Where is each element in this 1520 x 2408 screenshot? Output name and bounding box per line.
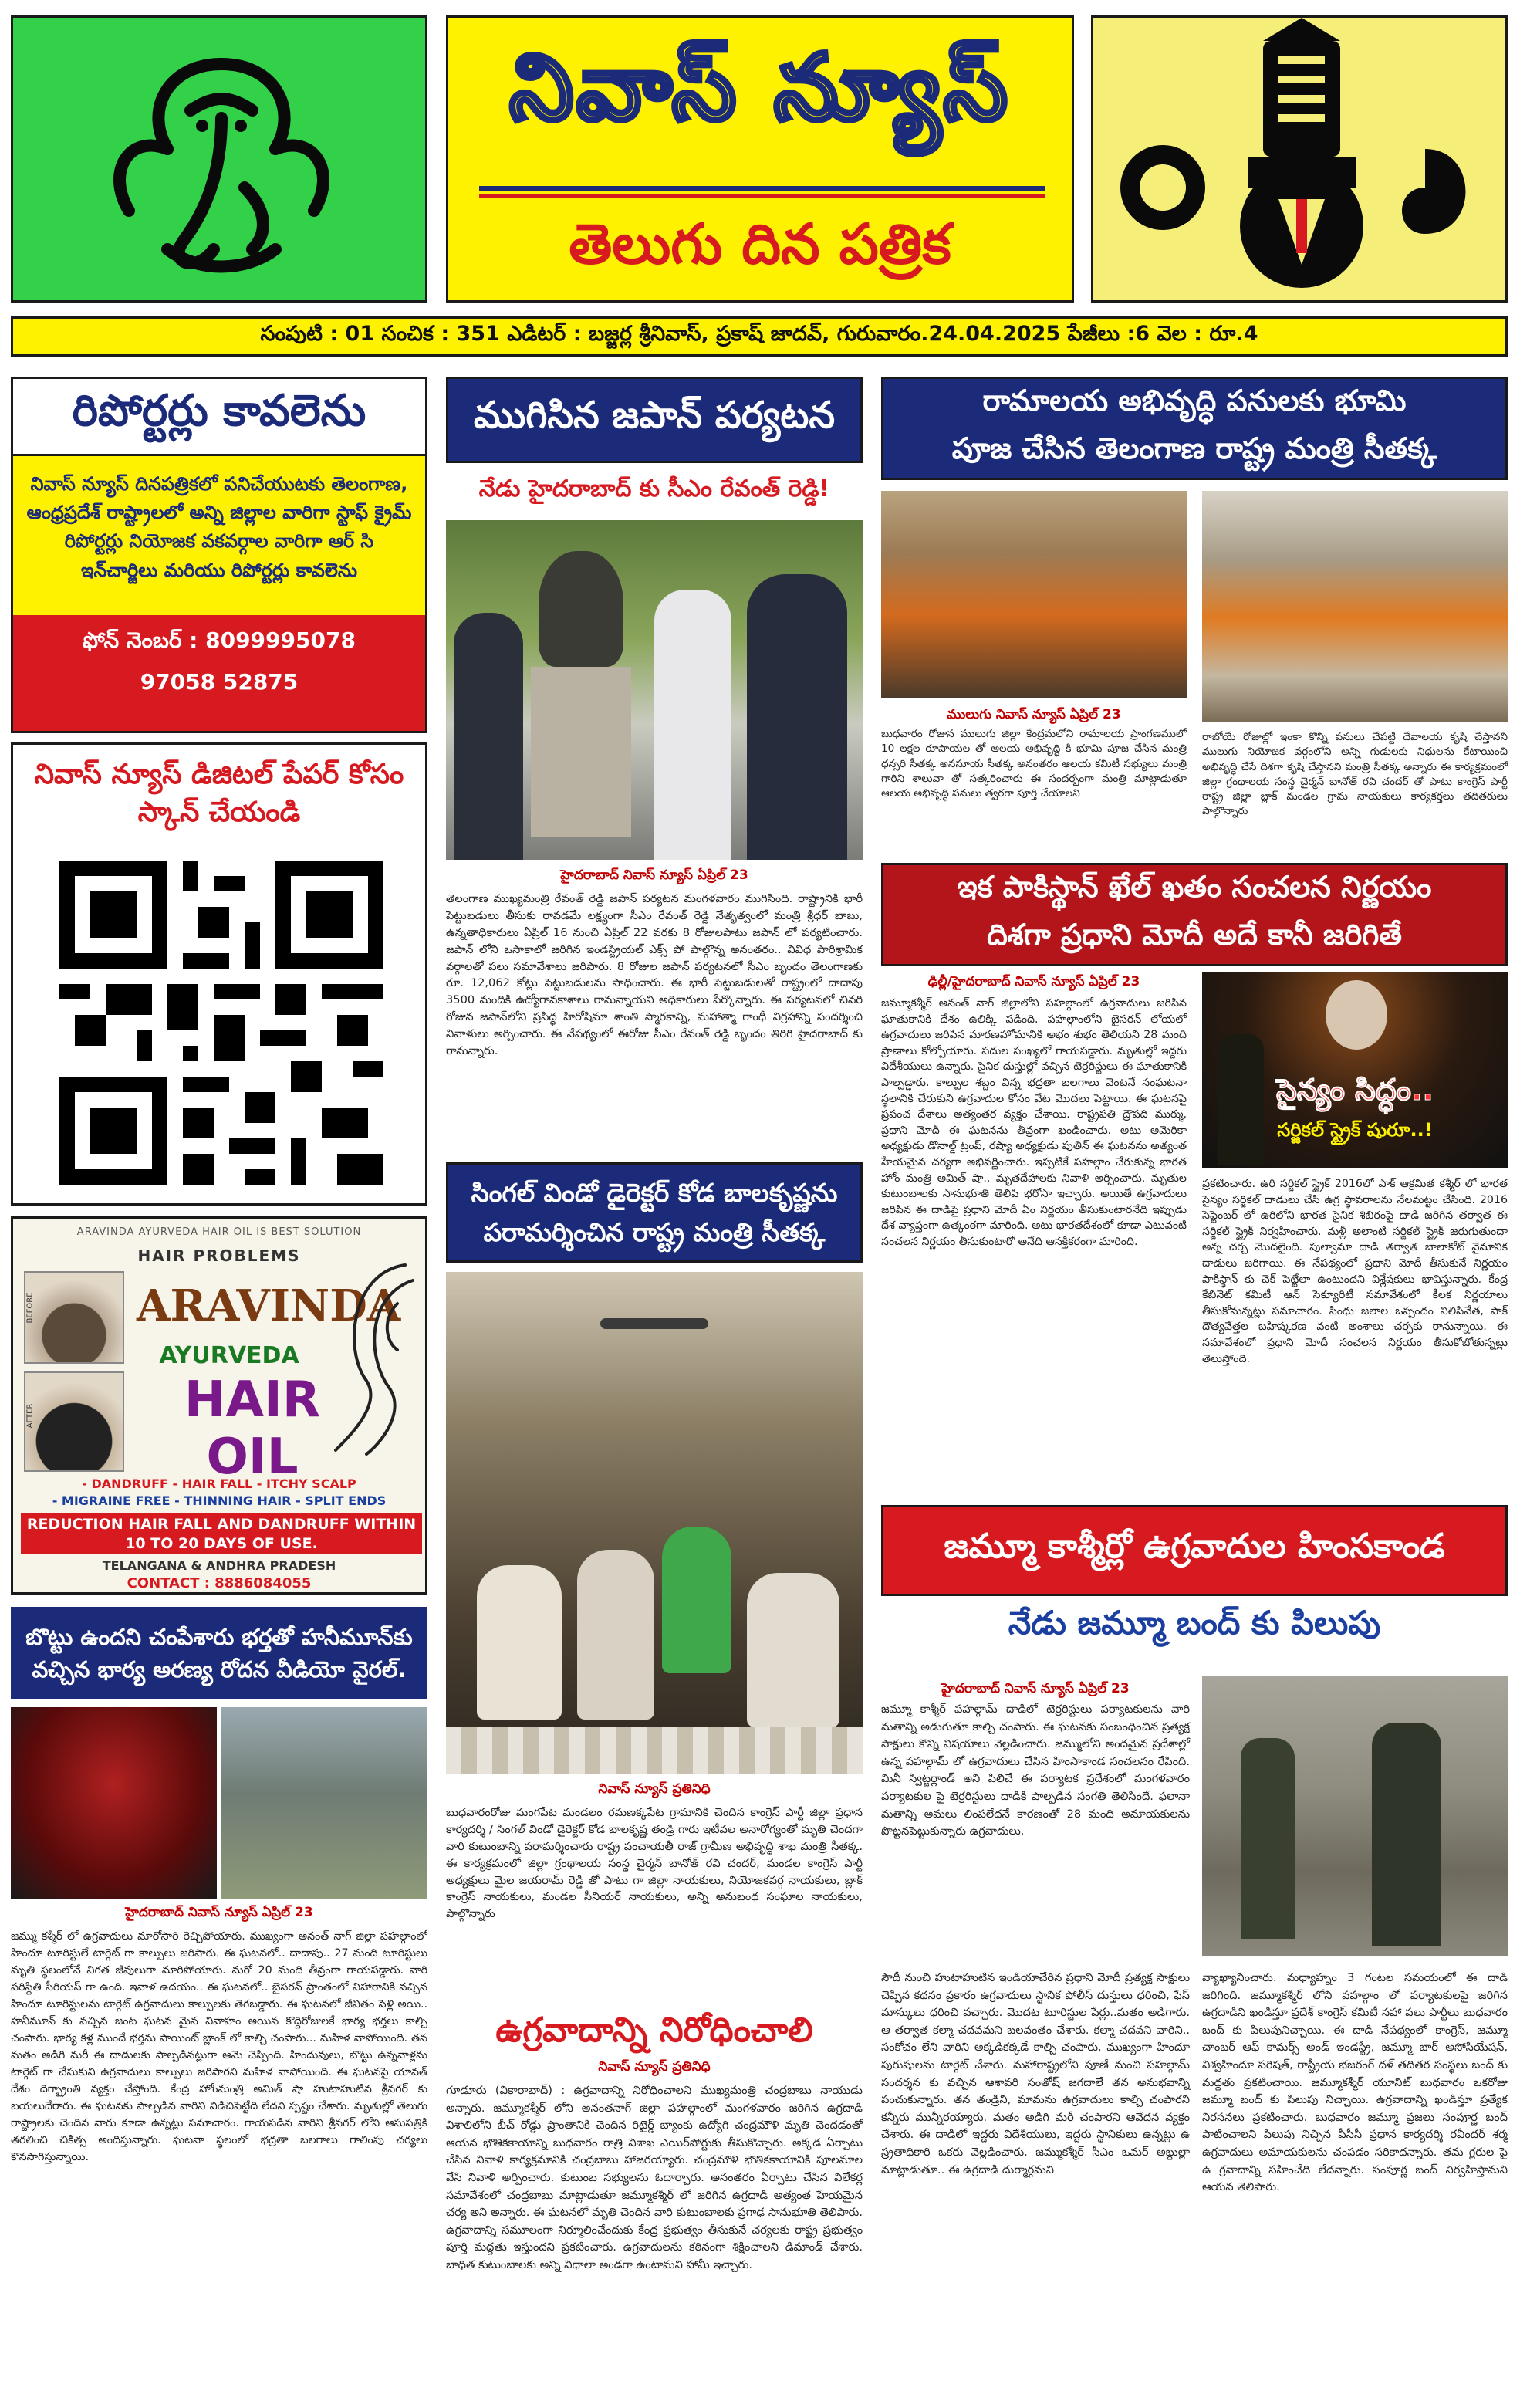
- honeymoon-dateline: హైదరాబాద్ నివాస్ న్యూస్ ఏప్రిల్ 23: [125, 1905, 313, 1920]
- honeymoon-body: జమ్ము కశ్మీర్ లో ఉగ్రవాదులు మారోసారి రెచ్చిపోయారు. ముఖ్యంగా అనంత్ నాగ్ జిల్లా పహల్గాంలో హిందూ టూరిస్టులే టార్గెట్ గా కాల్పులు జరిపారు. ఈ ఘటనలో.. దాదాపు.. 27 మంది టూరిస్టులు మృతి స్థలంలోనే విగత జీవులుగా మారిపోయారు. మరో 20 మంది తీవ్రంగా గాయపడ్డారు. వారి పరిస్థితి సీరియస్ గా ఉంది. ఇవాళ ఉదయం.. ఈ ఘటనలో.. బైసరన్ ప్రాంతంలో విహారానికి వచ్చిన హిందూ టూరిస్టులను టార్గెట్ ఉగ్రవాదులు కాల్పులకు తెగబడ్డారు. ఈ ఘటనలో జీవితం పెళ్లి అయి.. హనీమూన్ కు వచ్చిన జంట ఘటన మైన వివాహం అయిన కొద్దిరోజులకే భార్య భర్తలు కాల్చి చంపారు. భార్య కళ్ల ముందే భర్తను పాయింట్ బ్లాంక్ లో కాల్చి చంపారు... మహిళ వాపోయింది. తన మతం అడిగి మరీ ఈ దాడులకు పాల్పడినట్లుగా ఆమె చెప్పింది. హిందువులు, బొట్టు ఉన్నవాళ్లను టార్గెట్ గా చేసుకుని ఉగ్రవాదులు కాల్పులు జరిపారని మహిళ వాపోయింది. ఈ ఘటనపై యావత్ దేశం దిగ్బ్రాంతి వ్యక్తం చేస్తోంది. కేంద్ర హోంమంత్రి అమిత్ షా హుటాహుటిన శ్రీనగర్ కు బయలుదేరారు. ఈ ఘటనకు పాల్పడిన వారిని విడిచిపెట్టేది లేదని స్పష్టం చేశారు. మృతుల్లో తెలుగు రాష్ట్రాలకు చెందిన వారు కూడా ఉన్నట్లు సమాచారం. గాయపడిన వారిని శ్రీనగర్ లోని ఆసుపత్రికి తరలించి చికిత్స అందిస్తున్నారు. ఘటనా స్థలంలో భద్రతా బలగాలు గాలింపు చర్యలు కొనసాగిస్తున్నాయి.: [11, 1930, 427, 2163]
- kashmir-article: [881, 1505, 1508, 2397]
- ramalayam-body-right: రాబోయే రోజుల్లో ఇంకా కొన్ని పనులు చేపట్టి దేవాలయ కృషి చేస్తానని ములుగు నియోజక వర్గంలోని అన్ని గుడులకు నిధులను కేటాయించి అభివృద్ధి చేసే దిశగా కృషి చేస్తానని మంత్రి సీతక్క అన్నారు ఈ కార్యక్రమంలో జిల్లా గ్రంథాలయ సంస్థ చైర్మన్ బానోత్ రవి చందర్ తో పాటు కాంగ్రెస్ పార్టీ రాష్ట్ర జిల్లా బ్లాక్ మండల గ్రామ నాయకులు కార్యకర్తలు తదితరులు పాల్గొన్నారు: [1202, 731, 1508, 818]
- masthead-info-bar: [11, 316, 1508, 357]
- visit-body: బుధవారంరోజు మంగపేట మండలం రమణక్కపేట గ్రామానికి చెందిన కాంగ్రెస్ పార్టీ జిల్లా ప్రధాన కార్యదర్శి / సింగల్ విండో డైరెక్టర్ కోడ బాలకృష్ణ తండ్రి గారు ఇటీవల అనారోగ్యంతో మృతి చెందగా వారి కుటుంబాన్ని పరామర్శించారు రాష్ట్ర పంచాయతీ రాజ్ గ్రామీణ అభివృద్ధి శాఖ మంత్రి సీతక్క. ఈ కార్యక్రమంలో జిల్లా గ్రంథాలయ సంస్థ చైర్మన్ బానోత్ రవి చందర్, మండల కాంగ్రెస్ పార్టీ అధ్యక్షులు మైల జయరామ్ రెడ్డి తో పాటు గా జిల్లా నాయకులు, నియోజకవర్గ నాయకులు, బ్లాక్ కాంగ్రెస్ నాయకులు, మండల సీనియర్ నాయకులు, అన్ని అనుబంధ సంఘాల నాయకులు, పాల్గొన్నారు: [446, 1806, 863, 1921]
- condemn-dateline: నివాస్ న్యూస్ ప్రతినిధి: [598, 2059, 711, 2075]
- title-rule-red: [479, 194, 1045, 198]
- title-rule-blue: [479, 186, 1045, 191]
- qr-code-icon[interactable]: [59, 861, 383, 1185]
- kashmir-heading: జమ్మూ కాశ్మీర్లో ఉగ్రవాదుల హింసకాండ: [881, 1505, 1508, 1596]
- pakistan-article: [881, 863, 1508, 1496]
- kashmir-dateline: హైదరాబాద్ నివాస్ న్యూస్ ఏప్రిల్ 23: [941, 1681, 1130, 1696]
- woman-hair-icon: [320, 1257, 427, 1458]
- hair-oil-ad[interactable]: [11, 1216, 427, 1595]
- japan-article: [446, 377, 863, 1148]
- reporters-phone: [13, 615, 425, 731]
- ad-symptoms-1: - DANDRUFF - HAIR FALL - ITCHY SCALP: [82, 1476, 356, 1491]
- ramalayam-photo-left: [881, 491, 1187, 698]
- pakistan-heading-line-1: ఇక పాకిస్థాన్ ఖేల్ ఖతం సంచలన నిర్ణయం: [957, 870, 1432, 904]
- terrorist-photo: [11, 1707, 217, 1899]
- edition-info: సంపుటి : 01 సంచిక : 351 ఎడిటర్ : బజ్జర్ల శ్రీనివాస్, ప్రకాష్ జాదవ్, గురువారం.24.04.2025 పేజీలు :6 వెల : రూ.4: [260, 322, 1258, 346]
- japan-body: తెలంగాణ ముఖ్యమంత్రి రేవంత్ రెడ్డి జపాన్ పర్యటన మంగళవారం ముగిసింది. రాష్ట్రానికి భారీ పెట్టుబడులు తీసుకు రావడమే లక్ష్యంగా సీఎం రేవంత్ రెడ్డి నేతృత్వంలో మంత్రి శ్రీధర్ బాబు, ఉన్నతాధికారులు ఏప్రిల్ 16 నుంచి ఏప్రిల్ 22 వరకు 8 రోజులపాటు జపాన్ లో పర్యటించారు. జపాన్ లోని ఒసాకాలో జరిగిన ఇండస్ట్రియల్ ఎక్స్ పో పాల్గొన్న అనంతరం.. వివిధ పారిశ్రామిక వర్గాలతో పలు సమావేశాలు జరిపారు. 8 రోజుల జపాన్ పర్యటనలో సీఎం బృందం తెలంగాణకు రూ. 12,062 కోట్లు పెట్టుబడులను సాధించారు. ఈ భారీ పెట్టుబడులతో రాష్ట్రంలో దాదాపు 3500 మందికి ఉద్యోగావకాశాలు రానున్నాయని అధికారులు పేర్కొన్నారు. ఈ పర్యటనలో చివరి రోజున జపాన్‌లోని ప్రసిద్ధ హిరోషిమా శాంతి స్మారకాన్ని, మహాత్మా గాంధీ విగ్రహాన్ని సందర్శించి నివాళులు అర్పించారు. ఈ నేపథ్యంలో ఈరోజు సీఎం రేవంత్ రెడ్డి బృందం తిరిగి హైదరాబాద్ కు రానున్నారు.: [446, 892, 863, 1058]
- digital-heading: నివాస్ న్యూస్ డిజిటల్ పేపర్ కోసం స్కాన్ చేయండి: [34, 759, 404, 828]
- venkateswara-logo-icon: [1093, 18, 1508, 303]
- pakistan-heading: [881, 863, 1508, 966]
- person-left: [454, 613, 523, 860]
- newspaper-title: నివాస్ న్యూస్: [509, 34, 1011, 140]
- ad-after-label: AFTER: [25, 1403, 35, 1429]
- person-center: [654, 590, 731, 860]
- pakistan-dateline: ఢిల్లీ/హైదరాబాద్ నివాస్ న్యూస్ ఏప్రిల్ 23: [927, 974, 1140, 989]
- kashmir-photo: [1202, 1676, 1508, 1956]
- kashmir-body-top: జమ్మూ కాశ్మీర్ పహల్గామ్ దాడిలో టెర్రరిస్టులు పర్యాటకులను వారి మతాన్ని అడుగుతూ కాల్చి చంపారు. ఈ ఘటనకు సంబంధించిన ప్రత్యక్ష సాక్షులు కొన్ని విషయాలు వెల్లడించారు. జమ్ములోని అందమైన ప్రదేశాల్లో ఉన్న పహల్గామ్ లో ఉగ్రవాదులు చేసిన హింసాకాండ సంచలనం రేపింది. మినీ స్విట్జర్లాండ్ అని పిలిచే ఈ పర్యాటక ప్రదేశంలో మంగళవారం పర్యాటకుల పై టెర్రరిస్టులు దాడికి పాల్పడిన సంగతి తెలిసిందే. ఫలానా మతాన్ని అమలు లింపలేదనే కారణంతో 28 మంది అమాయకులను పొట్టనపెట్టుకున్నారు ఉగ్రవాదులు.: [881, 1703, 1190, 1838]
- condemn-body: గూడూరు (వికారాబాద్) : ఉగ్రవాదాన్ని నిరోధించాలని ముఖ్యమంత్రి చంద్రబాబు నాయుడు అన్నారు. జమ్మూకశ్మీర్ లోని అనంతనాగ్ జిల్లా పహల్గాంలో మంగళవారం జరిగిన ఉగ్రదాడి విశాలిలోని బీచ్ రోడ్డు ప్రాంతానికి చెందిన రిటైర్డ్ బ్యాంకు ఉద్యోగి చంద్రమౌళి మృతి చెందడంతో ఆయన భౌతికకాయాన్ని బుధవారం రాత్రి విశాఖ ఎయిర్‌పోర్టుకు తీసుకొచ్చారు. అక్కడ ఏర్పాటు చేసిన నివాళి కార్యక్రమానికి చంద్రబాబు హాజరయ్యారు. చంద్రమౌళి భౌతికకాయానికి పూలమాల వేసి నివాళి అర్పించారు. కుటుంబ సభ్యులను ఓదార్చారు. అనంతరం ఏర్పాటు చేసిన విలేకర్ల సమావేశంలో చంద్రబాబు మాట్లాడుతూ జమ్మూకశ్మీర్ లో జరిగిన ఉగ్రదాడి అత్యంత హేయమైన చర్య అని అన్నారు. ఈ ఘటనలో మృతి చెందిన వారి కుటుంబాలకు ప్రగాఢ సానుభూతి తెలిపారు. ఉగ్రవాదాన్ని సమూలంగా నిర్మూలించేందుకు కేంద్ర ప్రభుత్వం తీసుకునే చర్యలకు రాష్ట్ర ప్రభుత్వం పూర్తి మద్దతు ఇస్తుందని ప్రకటించారు. ఉగ్రవాదులను కఠినంగా శిక్షించాలని డిమాండ్ చేశారు. బాధిత కుటుంబాలకు అన్ని విధాలా అండగా ఉంటామని హామీ ఇచ్చారు.: [446, 2084, 863, 2272]
- ad-before-photo: [24, 1271, 124, 1364]
- seated-man-3: [747, 1573, 839, 1727]
- kashmir-body-left: సౌదీ నుంచి హుటాహుటిన ఇండియాచేరిన ప్రధాని మోదీ ప్రత్యక్ష సాక్షులు చెప్పిన కథనం ప్రకారం ఉగ్రవాదులు స్థానిక పోలీస్ దుస్తులు ధరించి, ఫేస్ మాస్కులు ధరించి వచ్చారు. మొదట టూరిస్టుల పేర్లు..మతం అడిగారు. ఆ తర్వాత కల్మా చదవమని బలవంతం చేశారు. కల్మా చదవని వారిని.. సంకోచం లేని వారిని అక్కడికక్కడే కాల్చి చంపారు. ముఖ్యంగా హిందూ పురుషులను టార్గెట్ చేశారు. మహారాష్ట్రలోని పూణే నుంచి పహల్గామ్ సందర్శన కు వచ్చిన ఆశావరి సంతోష్ జగదాలే తన అనుభవాన్ని పంచుకున్నారు. తన తండ్రిని, మామను ఉగ్రవాదులు కాల్చి చంపారని కన్నీరు మున్నీరయ్యారు. మతం అడిగి మరీ చంపారని ఆవేదన వ్యక్తం చేశారు. ఈ దాడిలో ఇద్దరు విదేశీయులు, ఇద్దరు స్థానికులు ఉన్నట్లు ఉ స్ర్రతాధికారి ఒకరు వెల్లడించారు. జమ్ముకశ్మీర్ సీఎం ఒమర్ అబ్దుల్లా మాట్లాడుతూ.. ఈ ఉగ్రదాడి దుర్మార్గమని: [881, 1971, 1190, 2176]
- floor-rangoli: [446, 1727, 863, 1774]
- ceiling-fan-icon: [600, 1318, 708, 1329]
- seated-man-1: [477, 1565, 562, 1720]
- visit-dateline: నివాస్ న్యూస్ ప్రతినిధి: [598, 1781, 711, 1797]
- pakistan-body-left: జమ్మూకశ్మీర్ అనంత్ నాగ్ జిల్లాలోని పహల్గాంలో ఉగ్రవాదులు జరిపిన ఘాతుకానికి దేశం ఉలిక్కి పడింది. పహల్గాంలోని బైసరన్ లోయలో ఉగ్రవాదులు జరిపిన మారణహోమానికి అభం శుభం తెలియని 28 మంది ప్రాణాలు కోల్పోయారు. పదుల సంఖ్యలో గాయపడ్డారు. మృతుల్లో ఇద్దరు విదేశీయులు ఉన్నారు. సైనిక దుస్తుల్లో వచ్చిన టెర్రరిస్టులు ఈ ఘాతుకానికి పాల్పడ్డారు. కాల్పుల శబ్దం విన్న భద్రతా బలగాలు వెంటనే సంఘటనా స్థలానికి చేరుకుని ఉగ్రవాదుల కోసం వేట మొదలు పెట్టాయి. ఈ ఘటనపై ప్రపంచ దేశాలు అత్యంతర వ్యక్తం చేశాయి. రాష్ట్రపతి ద్రౌపది ముర్ము, ప్రధాని మోదీ ఈ ఘటనను తీవ్రంగా ఖండించారు. అటు అమెరికా అధ్యక్షుడు డొనాల్డ్ ట్రంప్, రష్యా అధ్యక్షుడు పుతిన్ ఈ ఘటనను అత్యంత హేయమైన చర్యగా అభివర్ణించారు. ఇప్పటికే పహల్గాం చేరుకున్న భారత హోం మంత్రి అమిత్ షా.. మృతదేహాలకు నివాళి అర్పించారు. మృతుల కుటుంబాలకు సానుభూతి తెలిపి భరోసా ఇచ్చారు. అయితే ఉగ్రవాదులు జరిపిన ఈ దాడిపై ప్రధాని మోదీ ఏం నిర్ణయం తీసుకుంటారనేది ఇప్పుడు దేశ వ్యాప్తంగా ఉత్కంఠగా మారింది. అటు భారతదేశంలో కూడా ఎటువంటి సంచలన నిర్ణయం తీసుకుంటారో అనేది ఆసక్తికరంగా మారింది.: [881, 997, 1187, 1248]
- pakistan-photo: [1202, 972, 1508, 1168]
- victim-photo: [221, 1707, 427, 1899]
- ramalayam-dateline: ములుగు నివాస్ న్యూస్ ఏప్రిల్ 23: [947, 707, 1121, 722]
- pakistan-heading-line-2: దిశగా ప్రధాని మోదీ అదే కానీ జరిగితే: [987, 918, 1402, 952]
- newspaper-subtitle: తెలుగు దిన పత్రిక: [569, 211, 951, 276]
- ad-contact[interactable]: CONTACT : 8886084055: [127, 1575, 312, 1591]
- phone-number-2: 97058 52875: [140, 669, 299, 695]
- soldier-right: [1372, 1723, 1441, 1946]
- ad-top-line: ARAVINDA AYURVEDA HAIR OIL IS BEST SOLUTION: [76, 1226, 362, 1238]
- ramalayam-body-left: బుధవారం రోజున ములుగు జిల్లా కేంద్రమలోని రామాలయ ప్రాంగణములో 10 లక్షల రూపాయల తో ఆలయ అభివృద్ధి కి భూమి పూజ చేసిన మంత్రి ధన్సరి సీతక్క అనసూయ సీతక్క అనంతరం ఆలయ కమిటీ సభ్యులు మంత్రి గారిని శాలువా తో సత్కరించారు ఈ సందర్భంగా మంత్రి మాట్లాడుతూ ఆలయ అభివృద్ధి పనులు త్వరగా పూర్తి చేయాలని: [881, 728, 1187, 800]
- reporters-heading: రిపోర్టర్లు కావలెను: [13, 379, 425, 456]
- person-right: [747, 574, 847, 860]
- japan-heading: ముగిసిన జపాన్ పర్యటన: [446, 377, 863, 463]
- ad-symptoms-2: - MIGRAINE FREE - THINNING HAIR - SPLIT ENDS: [52, 1493, 387, 1508]
- ad-brand: ARAVINDA: [137, 1280, 401, 1331]
- ramalayam-photo-right: [1202, 491, 1508, 722]
- japan-dateline: హైదరాబాద్ నివాస్ న్యూస్ ఏప్రిల్ 23: [560, 867, 748, 883]
- ramalayam-heading: [881, 377, 1508, 480]
- kashmir-body-right: వ్యాఖ్యానించారు. మధ్యాహ్నం 3 గంటల సమయంలో ఈ దాడి జరిగింది. జమ్మూకశ్మీర్ లోని పహల్గాం లో పర్యాటకులపై జరిగిన ఉగ్రదాడిని ఖండిస్తూ ప్రదేశ్ కాంగ్రెస్ కమిటీ సహా పలు పార్టీలు బుధవారం బంద్ కు పిలుపునిచ్చాయి. ఈ దాడి నేపథ్యంలో కాంగ్రెస్, జమ్మూ చాంబర్ ఆఫ్ కామర్స్ అండ్ ఇండస్ట్రీ, జమ్మూ బార్ అసోసియేషన్, విశ్వహిందూ పరిషత్, రాష్ట్రీయ భజరంగ్ దళ్ తదితర సంస్థలు బంద్ కు మద్దతు ప్రకటించాయి. జమ్మూకశ్మీర్ యూనిట్ బుధవారం ఒకరోజు జమ్మూ బంద్ కు పిలుపు నిచ్చాయి. ఉగ్రవాదాన్ని ఖండిస్తూ ప్రత్యేక నిరసనలు ప్రకటించారు. బుధవారం జమ్మూ ప్రజలు సంపూర్ణ బంద్ పాటించాలని పిలుపు నిచ్చిన పీసీసీ ప్రధాన కార్యదర్శి రవీందర్ శర్మ ఉగ్రవాదులు అమాయకులను చంపడం సరికాదన్నారు. తమ గ్లరుల పై ఉ గ్రవాదాన్ని సహించేది లేదన్నారు. సంపూర్ణ బంద్ నిర్వహిస్తామని ఆయన తెలిపారు.: [1202, 1971, 1508, 2194]
- japan-photo: [446, 520, 863, 860]
- visit-photo: [446, 1272, 863, 1774]
- ramalayam-heading-line-1: రామాలయ అభివృద్ధి పనులకు భూమి: [982, 384, 1407, 418]
- balaji-panel: [1091, 15, 1508, 303]
- ganesha-panel: [11, 15, 427, 303]
- modi-face: [1326, 980, 1387, 1050]
- ad-problems: HAIR PROBLEMS: [137, 1246, 301, 1265]
- ganesha-logo-icon: [13, 18, 427, 303]
- seethakka-visit-article: [446, 1162, 863, 1996]
- phone-number-1: ఫోన్ నెంబర్ : 8099995078: [83, 627, 356, 653]
- masthead: [446, 15, 1074, 303]
- ramalayam-article: [881, 377, 1508, 855]
- honeymoon-photo: [11, 1707, 427, 1899]
- pakistan-img-text-2: సర్జికల్ స్ట్రైక్ షురూ..!: [1277, 1119, 1433, 1141]
- honeymoon-article: [11, 1607, 427, 2397]
- reporters-wanted-box: [11, 377, 427, 733]
- ad-region: TELANGANA & ANDHRA PRADESH: [102, 1558, 336, 1573]
- pakistan-body-right: ప్రకటించారు. ఉరి సర్జికల్ స్ట్రైక్ 2016లో పాక్ ఆక్రమిత కశ్మీర్ లో భారత సైన్యం సర్జికల్ దాడులు చేసి ఉగ్ర స్థావరాలను నేలమట్టం చేసింది. 2016 సెప్టెంబర్ లో ఉరిలోని భారత సైనిక శిబిరంపై దాడి జరిగిన తర్వాత ఈ సర్జికల్ స్ట్రైక్ నిర్వహించారు. మళ్లీ అలాంటి సర్జికల్ స్ట్రైక్ జరుగుతుందా అన్న చర్చ మొదలైంది. పుల్వామా దాడి తర్వాత బాలాకోట్ వైమానిక దాడులు జరిగాయి. ఈ నేపథ్యంలో ప్రధాని మోదీ తీసుకునే నిర్ణయం పాకిస్థాన్ కు చెక్ పెట్టేలా ఉంటుందని విశ్లేషకులు భావిస్తున్నారు. కేంద్ర కేబినెట్ కమిటీ ఆన్ సెక్యూరిటీ సమావేశంలో కీలక నిర్ణయాలు తీసుకోనున్నట్లు సమాచారం. సింధు జలాల ఒప్పందం నిలిపివేత, పాక్ దౌత్యవేత్తల బహిష్కరణ వంటి అంశాలు చర్చకు రానున్నాయి. ఈ సమావేశంలో ప్రధాని మోదీ సంచలన నిర్ణయం తీసుకోబోతున్నట్లు తెలుస్తోంది.: [1202, 1178, 1508, 1365]
- ad-claim: REDUCTION HAIR FALL AND DANDRUFF WITHIN 10 TO 20 DAYS OF USE.: [21, 1513, 422, 1554]
- condemn-article: [446, 2004, 863, 2397]
- condemn-heading: ఉగ్రవాదాన్ని నిరోధించాలి: [495, 2011, 813, 2050]
- pakistan-img-text-1: సైన్యం సిద్ధం..: [1276, 1073, 1434, 1107]
- gandhi-bust: [539, 551, 623, 667]
- ad-after-photo: [24, 1371, 124, 1472]
- digital-paper-box: [11, 742, 427, 1206]
- kashmir-subheading: నేడు జమ్మూ బంద్ కు పిలుపు: [1008, 1604, 1381, 1642]
- bust-pedestal: [531, 667, 631, 837]
- ad-sub: AYURVEDA: [159, 1342, 299, 1369]
- woman-green-saree: [662, 1527, 731, 1673]
- japan-subheading: నేడు హైదరాబాద్ కు సీఎం రేవంత్ రెడ్డి!: [478, 475, 830, 502]
- soldier-left: [1241, 1738, 1295, 1939]
- ramalayam-heading-line-2: పూజ చేసిన తెలంగాణ రాష్ట్ర మంత్రి సీతక్క: [951, 431, 1437, 465]
- reporters-body: నివాస్ న్యూస్ దినపత్రికలో పనిచేయుటకు తెలంగాణ, ఆంధ్రప్రదేశ్ రాష్ట్రాలలో అన్ని జిల్లాల వారిగా స్టాఫ్ క్రైమ్ రిపోర్టర్లు నియోజక వకవర్గాల వారిగా ఆర్ సి ఇన్‌చార్జిలు మరియు రిపోర్టర్లు కావలెను: [13, 456, 425, 615]
- honeymoon-heading: బొట్టు ఉందని చంపేశారు భర్తతో హనీమూన్‌కు వచ్చిన భార్య అరణ్య రోదన వీడియో వైరల్.: [11, 1607, 427, 1699]
- ad-product: HAIR OIL: [184, 1371, 321, 1486]
- seated-man-2: [577, 1550, 654, 1720]
- ad-before-label: BEFORE: [25, 1292, 35, 1324]
- visit-heading: సింగల్ విండో డైరెక్టర్ కోడ బాలకృష్ణను పరామర్శించిన రాష్ట్ర మంత్రి సీతక్క: [446, 1162, 863, 1263]
